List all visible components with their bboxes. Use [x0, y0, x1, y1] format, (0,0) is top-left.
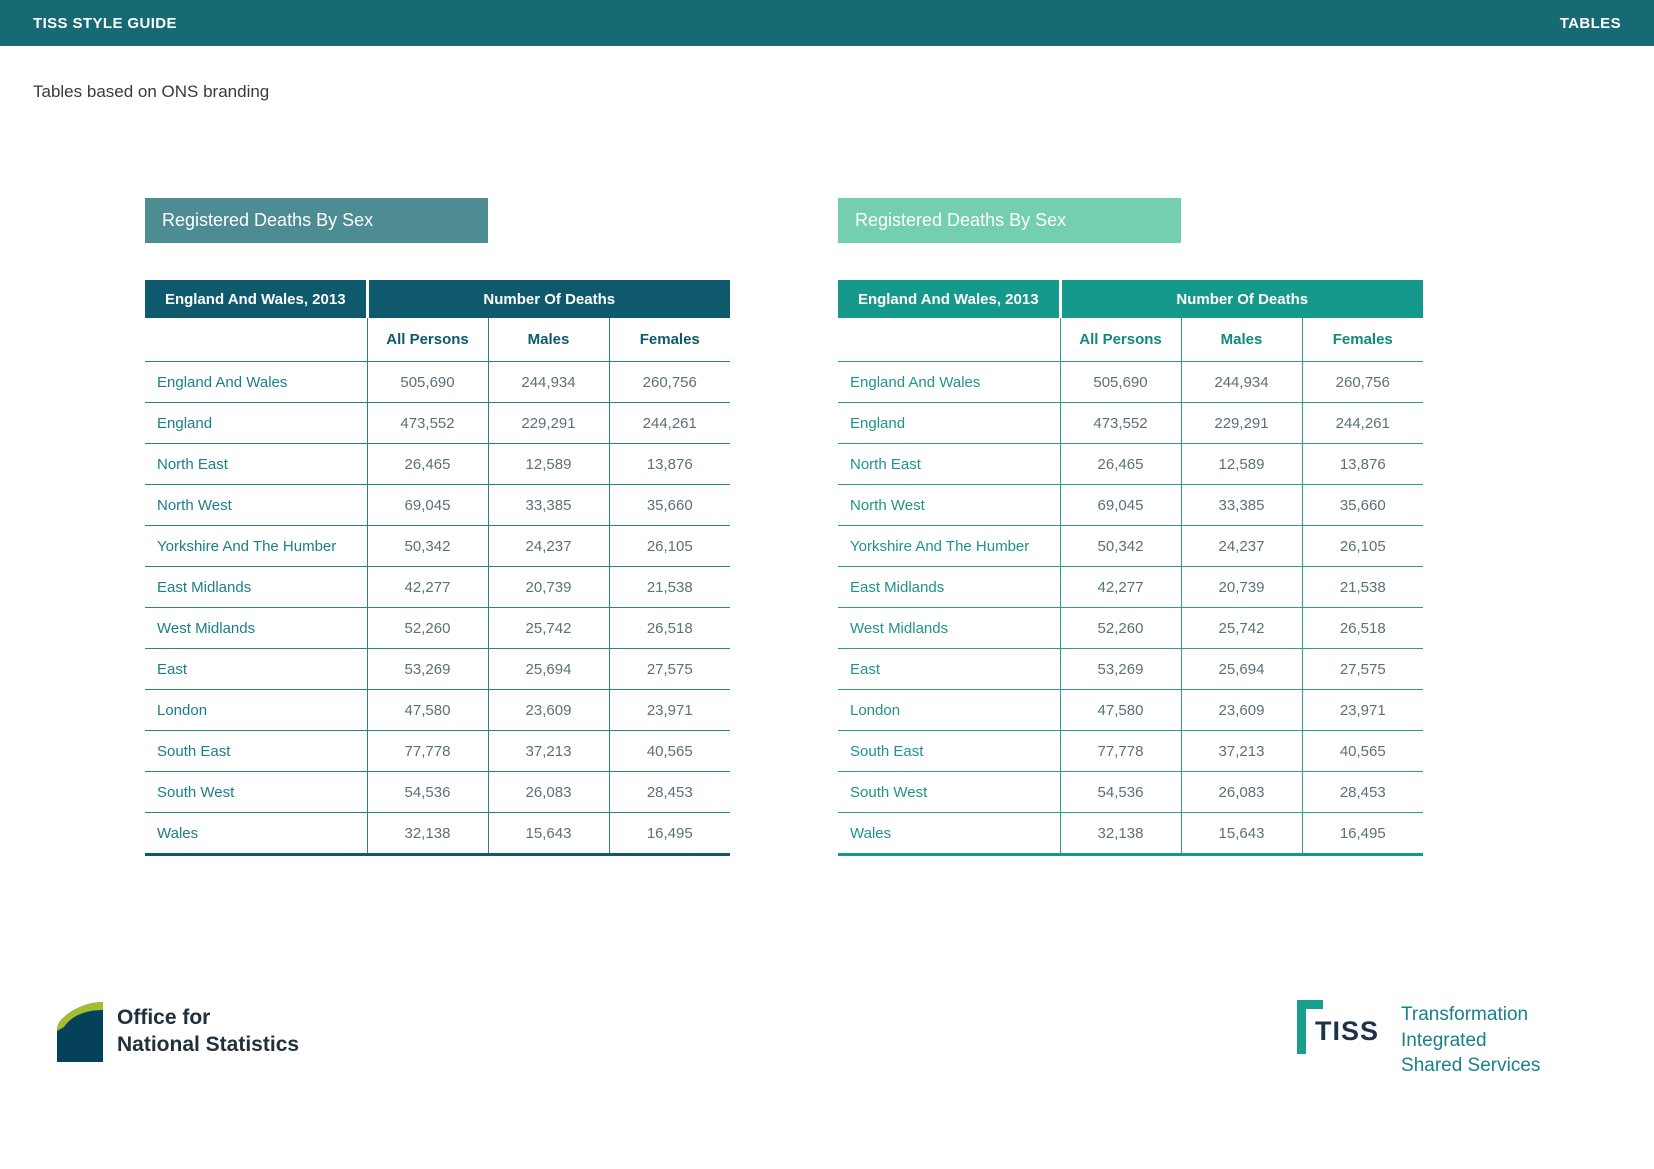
table-row	[838, 403, 1423, 444]
table-row	[838, 526, 1423, 567]
row-value: 50,342	[367, 526, 488, 567]
column-header-males: Males	[488, 318, 609, 362]
ons-wordmark-line2: National Statistics	[117, 1033, 300, 1056]
row-value: 54,536	[1060, 772, 1181, 813]
row-value: 53,269	[1060, 649, 1181, 690]
row-value: 28,453	[609, 772, 730, 813]
table-row	[145, 690, 730, 731]
row-value: 26,518	[609, 608, 730, 649]
ons-logo-block	[57, 1002, 299, 1062]
row-value: 27,575	[1302, 649, 1423, 690]
row-value: 13,876	[609, 444, 730, 485]
row-label: East	[838, 649, 1060, 690]
row-label: England And Wales	[838, 362, 1060, 403]
column-header-females: Females	[609, 318, 730, 362]
row-value: 25,694	[1181, 649, 1302, 690]
row-value: 505,690	[1060, 362, 1181, 403]
table-header-right: Number Of Deaths	[367, 280, 730, 318]
row-value: 33,385	[488, 485, 609, 526]
row-label: East Midlands	[838, 567, 1060, 608]
deaths-table	[145, 280, 730, 856]
row-value: 229,291	[488, 403, 609, 444]
table-head	[838, 280, 1423, 362]
row-value: 42,277	[367, 567, 488, 608]
subheader-empty-cell	[145, 318, 367, 362]
table-header-left: England And Wales, 2013	[145, 280, 367, 318]
table-row	[838, 444, 1423, 485]
column-header-all-persons: All Persons	[1060, 318, 1181, 362]
row-value: 16,495	[1302, 813, 1423, 855]
column-header-row	[838, 318, 1423, 362]
table-header-left: England And Wales, 2013	[838, 280, 1060, 318]
row-value: 40,565	[609, 731, 730, 772]
row-label: Wales	[145, 813, 367, 855]
row-value: 35,660	[609, 485, 730, 526]
page-subtitle: Tables based on ONS branding	[33, 82, 270, 101]
row-value: 33,385	[1181, 485, 1302, 526]
subheader-empty-cell	[838, 318, 1060, 362]
row-label: South East	[838, 731, 1060, 772]
row-value: 69,045	[367, 485, 488, 526]
row-label: West Midlands	[838, 608, 1060, 649]
row-value: 244,934	[488, 362, 609, 403]
row-label: East	[145, 649, 367, 690]
row-label: Yorkshire And The Humber	[838, 526, 1060, 567]
table-row	[838, 813, 1423, 855]
table-block-green	[838, 198, 1423, 856]
table-row	[838, 485, 1423, 526]
tiss-tagline-line1: Transformation	[1401, 1004, 1529, 1025]
row-label: North East	[145, 444, 367, 485]
row-label: South East	[145, 731, 367, 772]
column-header-row	[145, 318, 730, 362]
row-value: 473,552	[1060, 403, 1181, 444]
row-value: 15,643	[488, 813, 609, 855]
row-label: West Midlands	[145, 608, 367, 649]
ons-logo-icon	[57, 1002, 103, 1062]
topbar-left-title: TISS STYLE GUIDE	[33, 14, 177, 32]
row-label: Wales	[838, 813, 1060, 855]
table-block-dark	[145, 198, 730, 856]
row-label: North East	[838, 444, 1060, 485]
table-body	[145, 362, 730, 855]
row-value: 50,342	[1060, 526, 1181, 567]
row-value: 23,971	[609, 690, 730, 731]
row-value: 52,260	[367, 608, 488, 649]
row-value: 26,105	[609, 526, 730, 567]
table-row	[145, 403, 730, 444]
table-row	[838, 567, 1423, 608]
row-value: 16,495	[609, 813, 730, 855]
row-value: 26,083	[488, 772, 609, 813]
table-head	[145, 280, 730, 362]
column-header-all-persons: All Persons	[367, 318, 488, 362]
row-value: 32,138	[367, 813, 488, 855]
row-value: 12,589	[1181, 444, 1302, 485]
table-row	[838, 608, 1423, 649]
row-value: 26,105	[1302, 526, 1423, 567]
top-bar	[0, 0, 1654, 46]
table-row	[145, 813, 730, 855]
deaths-table	[838, 280, 1423, 856]
tiss-wordmark: TISS	[1315, 1016, 1380, 1046]
table-body	[838, 362, 1423, 855]
row-value: 27,575	[609, 649, 730, 690]
row-value: 23,609	[1181, 690, 1302, 731]
table-title: Registered Deaths By Sex	[145, 198, 488, 243]
row-value: 244,261	[1302, 403, 1423, 444]
table-title: Registered Deaths By Sex	[838, 198, 1181, 243]
tiss-bracket-icon	[1297, 1000, 1379, 1047]
row-label: London	[838, 690, 1060, 731]
row-value: 47,580	[1060, 690, 1181, 731]
row-value: 244,261	[609, 403, 730, 444]
row-value: 24,237	[1181, 526, 1302, 567]
row-value: 12,589	[488, 444, 609, 485]
row-value: 25,742	[488, 608, 609, 649]
row-value: 26,465	[367, 444, 488, 485]
tiss-tagline-line2: Integrated	[1401, 1029, 1487, 1051]
ons-wordmark	[117, 1005, 299, 1059]
topbar-right-title: TABLES	[1559, 14, 1621, 32]
tiss-tagline	[1401, 1000, 1540, 1079]
table-row	[145, 526, 730, 567]
row-value: 37,213	[1181, 731, 1302, 772]
row-value: 69,045	[1060, 485, 1181, 526]
row-value: 25,742	[1181, 608, 1302, 649]
row-value: 52,260	[1060, 608, 1181, 649]
row-value: 32,138	[1060, 813, 1181, 855]
row-value: 24,237	[488, 526, 609, 567]
table-row	[838, 731, 1423, 772]
row-value: 37,213	[488, 731, 609, 772]
column-header-females: Females	[1302, 318, 1423, 362]
row-value: 20,739	[1181, 567, 1302, 608]
row-value: 23,971	[1302, 690, 1423, 731]
row-value: 23,609	[488, 690, 609, 731]
table-row	[145, 362, 730, 403]
table-row	[145, 608, 730, 649]
row-label: London	[145, 690, 367, 731]
row-value: 505,690	[367, 362, 488, 403]
row-value: 20,739	[488, 567, 609, 608]
row-value: 28,453	[1302, 772, 1423, 813]
row-value: 15,643	[1181, 813, 1302, 855]
row-label: England	[145, 403, 367, 444]
table-row	[838, 772, 1423, 813]
table-row	[145, 649, 730, 690]
row-value: 40,565	[1302, 731, 1423, 772]
row-value: 26,083	[1181, 772, 1302, 813]
column-header-males: Males	[1181, 318, 1302, 362]
row-label: South West	[145, 772, 367, 813]
table-row	[145, 567, 730, 608]
row-value: 26,518	[1302, 608, 1423, 649]
tiss-tagline-line3: Shared Services	[1401, 1055, 1541, 1077]
row-value: 473,552	[367, 403, 488, 444]
row-value: 244,934	[1181, 362, 1302, 403]
ons-wordmark-line1: Office for	[117, 1006, 211, 1030]
row-value: 229,291	[1181, 403, 1302, 444]
row-value: 77,778	[367, 731, 488, 772]
row-label: North West	[145, 485, 367, 526]
row-value: 54,536	[367, 772, 488, 813]
row-value: 21,538	[609, 567, 730, 608]
table-row	[145, 485, 730, 526]
table-row	[838, 690, 1423, 731]
row-label: Yorkshire And The Humber	[145, 526, 367, 567]
row-label: North West	[838, 485, 1060, 526]
row-label: England	[838, 403, 1060, 444]
row-value: 77,778	[1060, 731, 1181, 772]
row-value: 42,277	[1060, 567, 1181, 608]
row-value: 47,580	[367, 690, 488, 731]
table-row	[838, 649, 1423, 690]
row-value: 260,756	[1302, 362, 1423, 403]
row-value: 53,269	[367, 649, 488, 690]
row-label: England And Wales	[145, 362, 367, 403]
row-label: East Midlands	[145, 567, 367, 608]
table-header-row	[838, 280, 1423, 318]
row-value: 35,660	[1302, 485, 1423, 526]
table-row	[838, 362, 1423, 403]
tiss-logo-block	[1297, 1000, 1540, 1079]
row-value: 13,876	[1302, 444, 1423, 485]
table-row	[145, 772, 730, 813]
table-header-row	[145, 280, 730, 318]
table-row	[145, 731, 730, 772]
row-value: 21,538	[1302, 567, 1423, 608]
table-row	[145, 444, 730, 485]
row-value: 25,694	[488, 649, 609, 690]
row-value: 26,465	[1060, 444, 1181, 485]
table-header-right: Number Of Deaths	[1060, 280, 1423, 318]
row-value: 260,756	[609, 362, 730, 403]
row-label: South West	[838, 772, 1060, 813]
